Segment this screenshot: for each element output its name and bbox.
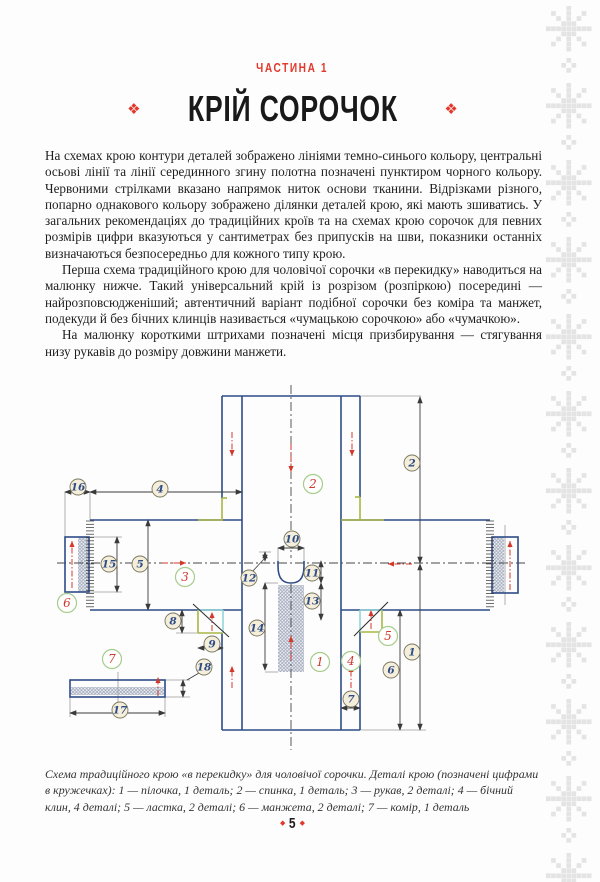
dimension-number: 8 [169, 615, 177, 628]
dimension-number: 2 [408, 457, 416, 470]
page-number-row [40, 815, 545, 833]
piece-number: 2 [309, 477, 317, 491]
piece-number: 7 [108, 652, 116, 666]
piece-number: 6 [63, 596, 71, 610]
page-ornament-icon: ◆ [299, 819, 306, 827]
part-label: ЧАСТИНА 1 [256, 60, 329, 75]
piece-number: 3 [181, 570, 189, 584]
dimension-number: 7 [347, 693, 355, 706]
dimension-number: 16 [70, 481, 86, 494]
neck-opening [278, 561, 304, 583]
fold-centerlines [57, 385, 528, 750]
page-ornament-icon: ◆ [279, 819, 286, 827]
dimension-number: 1 [408, 646, 416, 659]
paragraph: На схемах крою контури деталей зображено лініями темно-синього кольору, центральні осьові лінії та лінії серединного згину полотна позначені пунктиром чорного кольору. Червоними стрілками вказано напрямок ниток основи тканини. Відрізками різного, попарно однакового кольору зображено ділянки деталей крою, які мають зшиватись. У загальних рекомендаціях до традиційних кроїв та на схемах крою сорочок для певних розмірів цифри вказуються у сантиметрах без припусків на шви, показники останніх визначаються безпосередньо для кожного типу крою. [45, 148, 542, 261]
dimension-number: 14 [249, 622, 265, 635]
piece-number: 5 [384, 629, 392, 643]
dimension-number: 6 [387, 664, 395, 677]
dimension-number: 17 [112, 704, 128, 717]
dimension-number: 5 [136, 558, 144, 571]
piece-number: 4 [347, 654, 355, 668]
dimension-number: 10 [284, 533, 300, 546]
dimension-number: 4 [156, 483, 164, 496]
title-ornament-icon: ❖ [444, 100, 458, 118]
dimension-number: 9 [208, 638, 216, 651]
chapter-title: КРІЙ СОРОЧОК [187, 88, 398, 129]
paragraph: На малюнку короткими штрихами позначені місця призбирування — стягування низу рукавів до розміру довжини манжети. [45, 327, 542, 359]
title-ornament-icon: ❖ [127, 100, 141, 118]
dimension-number: 18 [196, 661, 212, 674]
paragraph: Перша схема традиційного крою для чоловічої сорочки «в перекидку» наводиться на малюнку нижче. Такий універсальний крій із розрізом (розпіркою) посередині — найрозповсюдженіший; автентичний варіант подібної сорочки без коміра та манжет, подекуди й без бічних клинців називається «чумацькою сорочкою» або «чумачкою». [45, 262, 542, 326]
piece-number: 1 [316, 655, 324, 669]
dimension-number: 11 [304, 567, 320, 580]
figure-caption: Схема традиційного крою «в перекидку» для чоловічої сорочки. Деталі крою (позначені цифрами в кружечках): 1 — пілочка, 1 деталь; 2 — спинка, 1 деталь; 3 — рукав, 2 деталі; 4 — бічний клин, 4 деталі; 5 — ластка, 2 деталі; 6 — манжета, 2 деталі; 7 — комір, 1 деталь [45, 767, 539, 814]
dimension-number: 13 [304, 595, 320, 608]
dimension-number: 15 [101, 558, 117, 571]
page-number: 5 [289, 815, 296, 833]
dimension-number: 12 [241, 572, 257, 585]
